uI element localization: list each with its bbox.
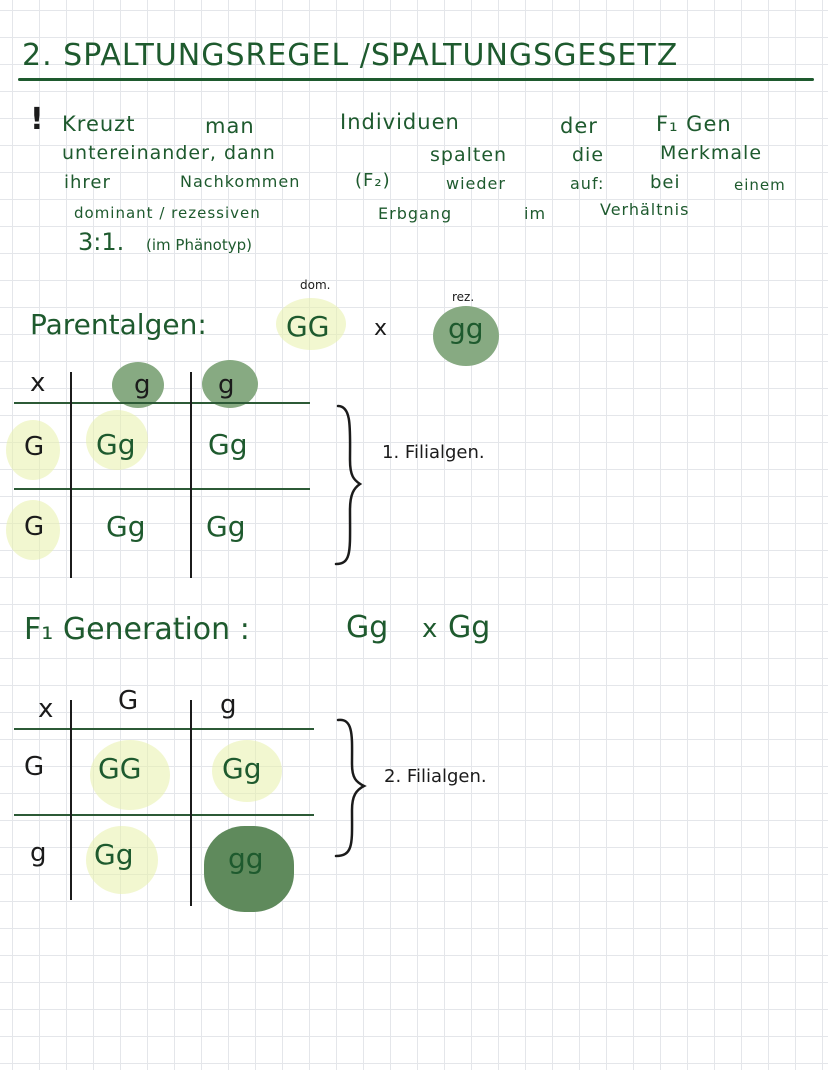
note-word: auf:: [570, 174, 605, 193]
f1-genotype-1: Gg: [346, 610, 389, 645]
corner-cross: x: [38, 694, 54, 724]
punnett-cell: gg: [228, 842, 264, 875]
exclamation-icon: !: [30, 102, 44, 137]
row-header: G: [24, 432, 45, 462]
note-word: die: [572, 144, 605, 166]
column-header: g: [218, 370, 235, 400]
f1-generation-label: F₁ Generation :: [24, 612, 250, 647]
grid-line: [14, 814, 314, 816]
punnett-cell: Gg: [96, 428, 136, 461]
note-word: F₁ Gen: [656, 112, 732, 136]
grid-line: [14, 488, 310, 490]
punnett-cell: GG: [98, 752, 142, 785]
column-header: G: [118, 686, 139, 716]
grid-line: [70, 700, 72, 900]
recessive-label: rez.: [452, 290, 475, 304]
dominant-label: dom.: [300, 278, 331, 292]
note-word: spalten: [430, 144, 508, 166]
note-word: Erbgang: [378, 204, 453, 223]
note-word: ihrer: [64, 172, 111, 193]
filial-label-2: 2. Filialgen.: [384, 766, 487, 787]
row-header: G: [24, 512, 45, 542]
page-title: 2. SPALTUNGSREGEL /SPALTUNGSGESETZ: [22, 38, 679, 73]
grid-line: [14, 402, 310, 404]
row-header: g: [30, 838, 47, 868]
corner-cross: x: [30, 368, 46, 398]
brace-icon: [332, 400, 372, 570]
note-word: einem: [734, 176, 786, 194]
column-header: g: [220, 690, 237, 720]
parent-genotype-recessive: gg: [448, 312, 484, 345]
note-word: untereinander, dann: [62, 142, 276, 164]
note-word: man: [205, 114, 255, 138]
note-word: Kreuzt: [62, 112, 136, 136]
grid-line: [190, 700, 192, 906]
row-header: G: [24, 752, 45, 782]
note-word: dominant / rezessiven: [74, 204, 261, 222]
punnett-cell: Gg: [94, 838, 134, 871]
parental-label: Parentalgen:: [30, 308, 207, 341]
note-word: (im Phänotyp): [146, 236, 252, 254]
punnett-cell: Gg: [206, 510, 246, 543]
note-word: im: [524, 204, 547, 223]
note-word: (F₂): [355, 170, 391, 191]
brace-icon: [332, 712, 376, 862]
note-word: der: [560, 114, 598, 138]
cross-symbol: x: [422, 614, 438, 644]
f1-genotype-2: Gg: [448, 610, 491, 645]
note-word: Nachkommen: [180, 172, 301, 191]
title-underline: [18, 78, 814, 81]
note-word: Merkmale: [660, 142, 763, 164]
note-word: Individuen: [340, 110, 460, 134]
punnett-cell: Gg: [222, 752, 262, 785]
parent-genotype-dominant: GG: [286, 310, 330, 343]
punnett-cell: Gg: [208, 428, 248, 461]
grid-line: [14, 728, 314, 730]
note-word: bei: [650, 172, 681, 193]
ratio: 3:1.: [78, 228, 125, 256]
filial-label-1: 1. Filialgen.: [382, 442, 485, 463]
column-header: g: [134, 370, 151, 400]
note-word: wieder: [446, 174, 506, 193]
punnett-cell: Gg: [106, 510, 146, 543]
grid-line: [70, 372, 72, 578]
grid-line: [190, 372, 192, 578]
cross-symbol: x: [374, 316, 388, 341]
note-word: Verhältnis: [600, 200, 690, 219]
